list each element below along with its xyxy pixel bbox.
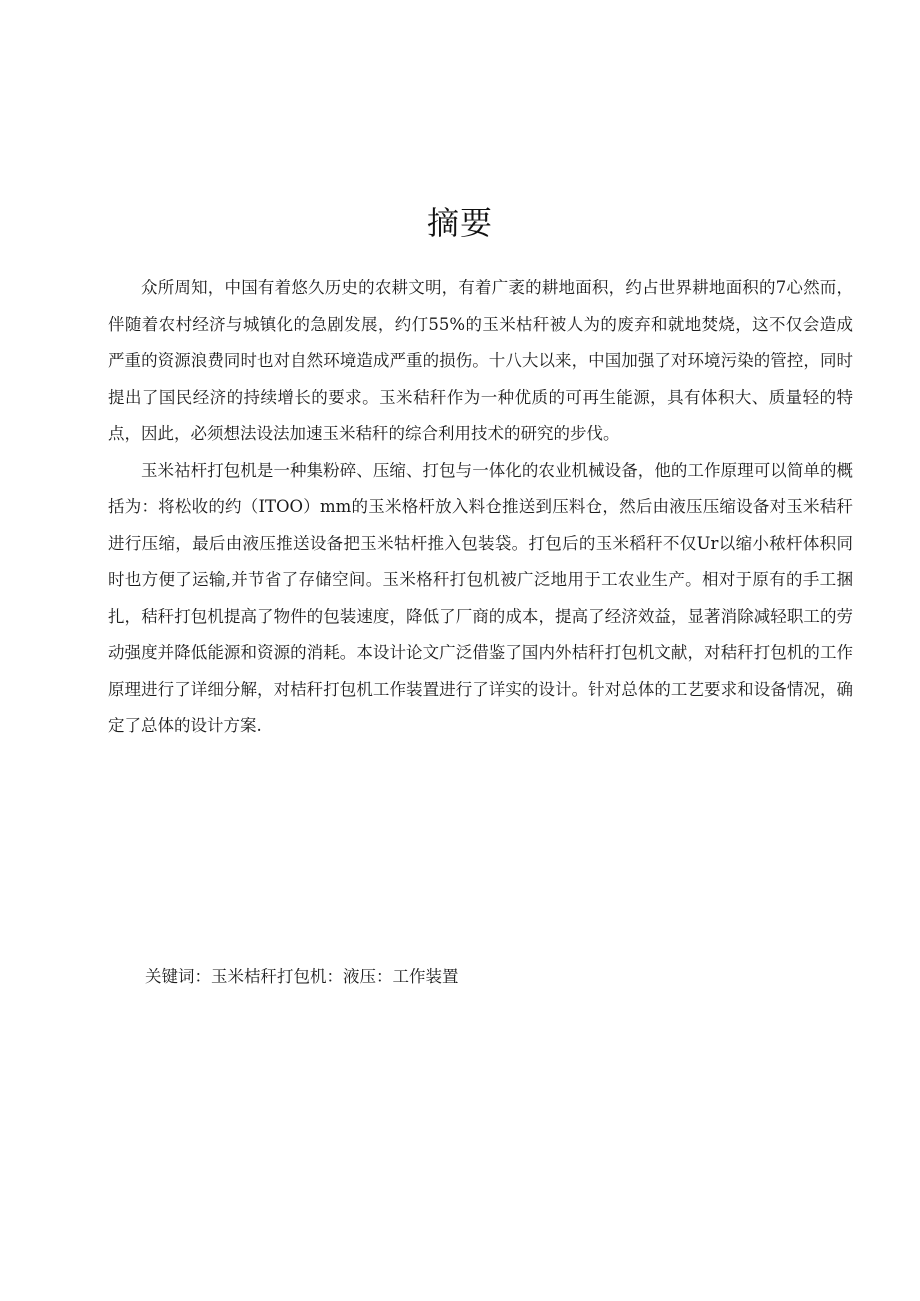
abstract-paragraph-2: 玉米祜杆打包机是一种集粉碎、压缩、打包与一体化的农业机械设备，他的工作原理可以简单的概括为：将松收的约（ITOO）mm的玉米格杆放入料仓推送到压料仓，然后由液压压缩设备对玉米秸秆进行压缩，最后由液压推送设备把玉米牯杆推入包装袋。打包后的玉米稻秆不仅Ur以缩小秾杆体积同时也方便了运输,并节省了存储空间。玉米格秆打包机被广泛地用于工农业生产。相对于原有的手工捆扎，秸秆打包机提高了物件的包装速度，降低了厂商的成本，提高了经济效益，显著消除减轻职工的劳动强度并降低能源和资源的消耗。本设计论文广泛借鉴了国内外桔秆打包机文献，对秸秆打包机的工作原理进行了详细分解，对桔秆打包机工作装置进行了详实的设计。针对总体的工艺要求和设备情况，确定了总体的设计方案. xyxy=(108,460,853,735)
abstract-title: 摘要 xyxy=(426,204,493,242)
abstract-paragraph-1: 众所周知，中国有着悠久历史的农耕文明，有着广袤的耕地面积，约占世界耕地面积的7心然而，伴随着农村经济与城镇化的急剧发展，约仃55%的玉米枯秆被人为的废弃和就地焚烧，这不仅会造成严重的资源浪费同时也对自然环境造成严重的损伤。十八大以来，中国加强了对环境污染的管控，同时提出了国民经济的持续增长的要求。玉米秸秆作为一种优质的可再生能源，具有体积大、质量轻的特点，因此，必须想法设法加速玉米秸秆的综合利用技术的研究的步伐。 xyxy=(108,278,853,443)
abstract-body xyxy=(108,270,853,745)
keywords-line: 关键词：玉米桔秆打包机：液压：工作装置 xyxy=(145,967,459,986)
